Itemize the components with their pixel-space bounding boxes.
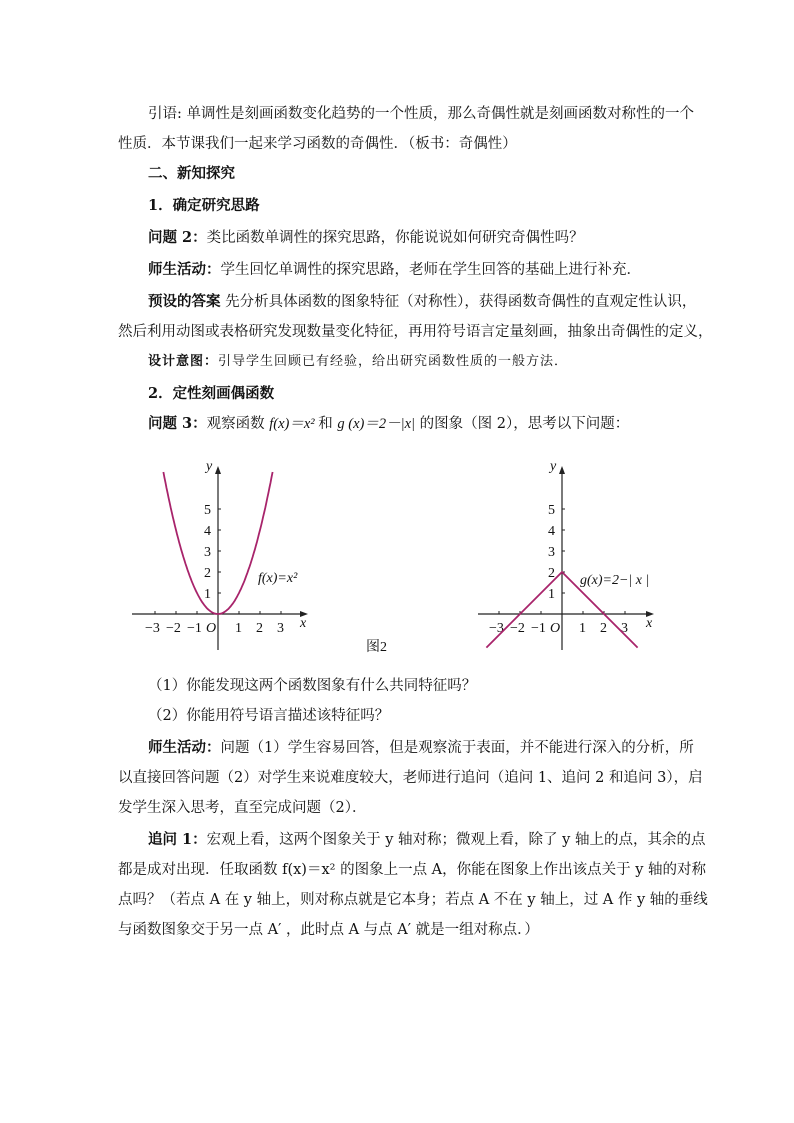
graph-g-y-tick-2: 3 [548, 545, 555, 560]
graph-f-x-label: x [300, 616, 307, 631]
subheading-research-approach: 1．确定研究思路 [148, 197, 260, 214]
graph-f-x-tick-4: 2 [256, 621, 263, 636]
graph-f-x-tick-1: −2 [166, 621, 181, 636]
graph-f-y-label: y [206, 459, 213, 474]
activity-2-label: 师生活动： [148, 739, 221, 756]
graph-g-y-tick-3: 4 [548, 524, 555, 539]
subheading-even-function: 2．定性刻画偶函数 [148, 385, 275, 402]
graph-g-x-tick-5: 3 [621, 621, 628, 636]
graph-f-label: f(x)=x² [258, 571, 298, 586]
question-3-g: g (x)＝2－|x| [337, 416, 416, 432]
graph-g-x-tick-0: −3 [489, 621, 504, 636]
graph-g-y-tick-0: 1 [548, 587, 555, 602]
question-2-label: 问题 2： [148, 229, 207, 246]
preset-answer-label: 预设的答案 [148, 293, 221, 310]
graph-g-x-tick-3: 1 [579, 621, 586, 636]
question-3-f: f(x)＝x² [269, 416, 319, 432]
activity-1-label: 师生活动： [148, 261, 221, 278]
activity-2-line-2: 以直接回答问题（2）对学生来说难度较大，老师进行追问（追问 1、追问 2 和追问 3），启 [118, 770, 703, 786]
figure-caption: 图2 [366, 640, 387, 655]
graph-g-x-tick-4: 2 [600, 621, 607, 636]
graph-f-x-tick-0: −3 [145, 621, 160, 636]
intro-line-1: 引语: 单调性是刻画函数变化趋势的一个性质，那么奇偶性就是刻画函数对称性的一个 [148, 106, 694, 122]
intro-line-2: 性质．本节课我们一起来学习函数的奇偶性．（板书：奇偶性） [118, 136, 517, 152]
graph-f-origin: O [206, 621, 217, 636]
activity-2-line-3: 发学生深入思考，直至完成问题（2）． [118, 800, 367, 816]
graph-f-x-tick-3: 1 [235, 621, 242, 636]
graph-g-y-tick-4: 5 [548, 503, 555, 518]
graph-g-y-arrow [559, 466, 565, 474]
follow-up-1-line-1 [148, 830, 705, 850]
follow-up-1-text-1: 宏观上看，这两个图象关于 y 轴对称；微观上看，除了 y 轴上的点，其余的点 [206, 832, 706, 848]
graph-g-x-label: x [646, 616, 653, 631]
section-heading-new-knowledge: 二、新知探究 [148, 165, 235, 182]
question-3-label: 问题 3： [148, 415, 207, 432]
graph-f-y-tick-4: 5 [204, 503, 211, 518]
activity-2-text-1: 问题（1）学生容易回答，但是观察流于表面，并不能进行深入的分析，所 [220, 740, 694, 756]
graph-g-y-tick-1: 2 [548, 566, 555, 581]
question-3-and: 和 [318, 416, 338, 432]
design-intent-label: 设计意图： [148, 354, 219, 369]
graph-g-origin: O [550, 621, 561, 636]
question-item-2: （2）你能用符号语言描述该特征吗？ [148, 708, 390, 724]
question-item-1: （1）你能发现这两个函数图象有什么共同特征吗？ [148, 678, 477, 694]
graph-f-y-tick-0: 1 [204, 587, 211, 602]
graph-f-y-tick-1: 2 [204, 566, 211, 581]
activity-1-text: 学生回忆单调性的探究思路，老师在学生回答的基础上进行补充． [220, 262, 641, 278]
preset-answer-line-2: 然后利用动图或表格研究发现数量变化特征，再用符号语言定量刻画，抽象出奇偶性的定义， [118, 324, 713, 340]
activity-2-line-1 [148, 738, 694, 758]
follow-up-1-line-2: 都是成对出现．任取函数 f(x)＝x² 的图象上一点 A，你能在图象上作出该点关于 y 轴的对称 [118, 862, 707, 878]
graph-g-y-label: y [550, 459, 557, 474]
graph-f-y-tick-2: 3 [204, 545, 211, 560]
graph-g-label: g(x)=2−| x | [580, 573, 650, 588]
graph-g-x-tick-1: −2 [510, 621, 525, 636]
design-intent-text: 引导学生回顾已有经验，给出研究函数性质的一般方法． [218, 354, 569, 369]
graph-g-x-tick-2: −1 [531, 621, 546, 636]
graph-f-x-tick-5: 3 [277, 621, 284, 636]
question-3-text-a: 观察函数 [206, 416, 270, 432]
follow-up-1-line-4: 与函数图象交于另一点 A′ ，此时点 A 与点 A′ 就是一组对称点．） [118, 922, 539, 938]
graph-f-y-tick-3: 4 [204, 524, 211, 539]
question-3-text-b: 的图象（图 2），思考以下问题： [415, 416, 630, 432]
follow-up-1-line-3: 点吗？（若点 A 在 y 轴上，则对称点就是它本身；若点 A 不在 y 轴上，过 A 作 y 轴的垂线 [118, 892, 708, 908]
follow-up-1-label: 追问 1： [148, 831, 207, 848]
question-2-text: 类比函数单调性的探究思路，你能说说如何研究奇偶性吗？ [206, 230, 584, 246]
preset-answer-text-1: 先分析具体函数的图象特征（对称性），获得函数奇偶性的直观定性认识， [220, 294, 697, 310]
graph-f-x-tick-2: −1 [187, 621, 202, 636]
